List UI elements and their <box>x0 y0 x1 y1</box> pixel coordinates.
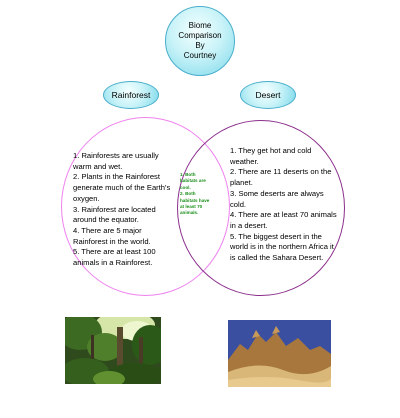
both-fact: 1. Both habitats are cool. <box>180 172 206 190</box>
rainforest-label: Rainforest <box>103 81 159 109</box>
desert-fact: 3. Some deserts are always cold. <box>230 188 324 209</box>
rainforest-fact: 5. There are at least 100 animals in a Rainforest. <box>73 247 156 268</box>
both-fact: 2. Both habitats have at least 70 animals. <box>180 191 210 216</box>
rainforest-facts <box>73 151 177 269</box>
both-facts <box>180 172 214 217</box>
desert-fact: 5. The biggest desert in the world is in the northern Africa it is called the Sahara Desert. <box>230 231 334 263</box>
title-oval <box>165 6 235 76</box>
rainforest-fact: 2. Plants in the Rainforest generate much of the Earth's oxygen. <box>73 172 171 203</box>
diagram-title: Biome Comparison By Courtney <box>178 21 222 60</box>
rainforest-fact: 4. There are 5 major Rainforest in the world. <box>73 225 151 246</box>
rainforest-fact: 3. Rainforest are located around the equator. <box>73 204 156 225</box>
desert-label: Desert <box>240 81 296 109</box>
rainforest-fact: 1. Rainforests are usually warm and wet. <box>73 151 159 171</box>
desert-facts <box>230 146 338 264</box>
desert-fact: 2. There are 11 deserts on the planet. <box>230 167 332 188</box>
desert-photo <box>228 320 331 387</box>
desert-fact: 4. There are at least 70 animals in a desert. <box>230 210 337 230</box>
desert-fact: 1. They get hot and cold weather. <box>230 146 312 166</box>
rainforest-photo <box>65 317 161 384</box>
